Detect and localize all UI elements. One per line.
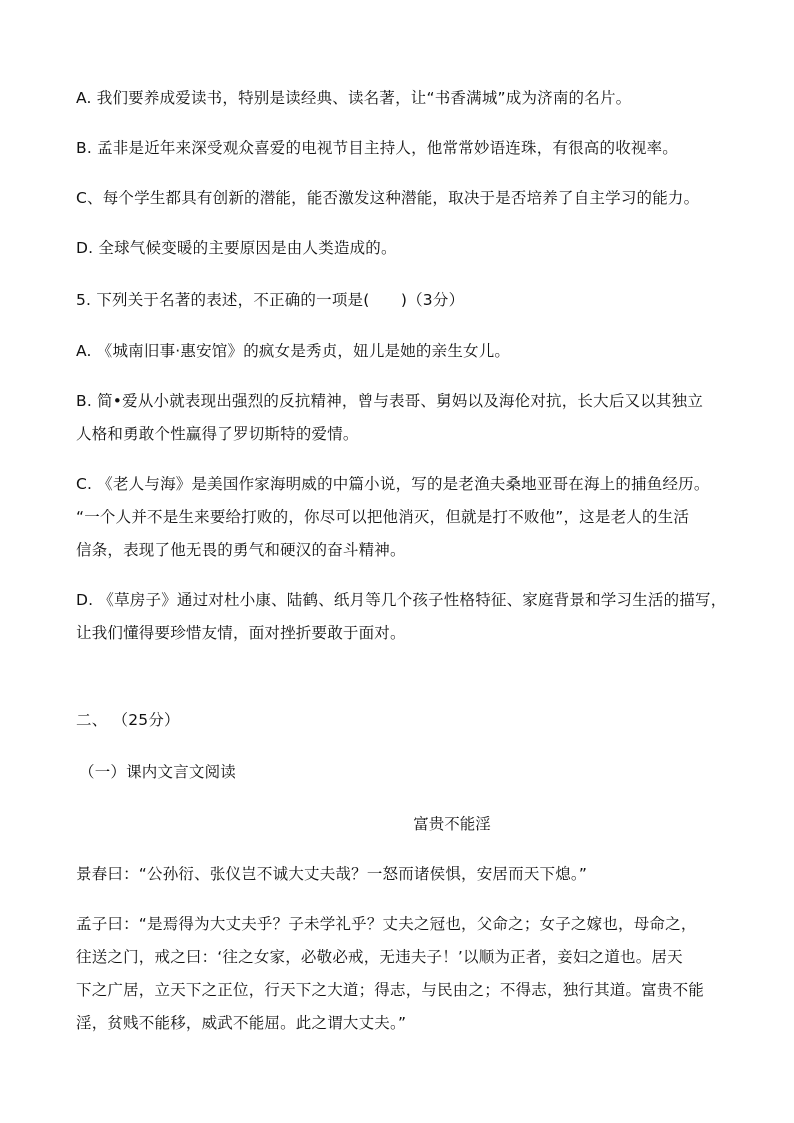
q5-option-c-line3: 信条，表现了他无畏的勇气和硬汉的奋斗精神。 bbox=[76, 541, 406, 559]
q5-option-c-line2: “一个人并不是生来要给打败的，你尽可以把他消灭，但就是打不败他”，这是老人的生活 bbox=[76, 508, 690, 526]
q5-option-a: A. 《城南旧事·惠安馆》的疯女是秀贞，妞儿是她的亲生女儿。 bbox=[76, 342, 511, 360]
q5-option-c-line1: C. 《老人与海》是美国作家海明威的中篇小说，写的是老渔夫桑地亚哥在海上的捕鱼经历。 bbox=[76, 475, 710, 493]
q4-option-b: B. 孟非是近年来深受观众喜爱的电视节目主持人，他常常妙语连珠，有很高的收视率。 bbox=[76, 139, 678, 157]
passage-title: 富贵不能淫 bbox=[413, 815, 491, 833]
q5-option-d-line1: D. 《草房子》通过对杜小康、陆鹤、纸月等几个孩子性格特征、家庭背景和学习生活的描写， bbox=[76, 591, 727, 609]
q5-stem: 5. 下列关于名著的表述，不正确的一项是( )（3分） bbox=[76, 291, 465, 309]
q4-option-c: C、每个学生都具有创新的潜能，能否激发这种潜能，取决于是否培养了自主学习的能力。 bbox=[76, 189, 700, 207]
q5-option-d-line2: 让我们懂得要珍惜友情，面对挫折要敢于面对。 bbox=[76, 624, 406, 642]
sub-heading: （一）课内文言文阅读 bbox=[79, 763, 237, 781]
passage-para1: 景春曰：“公孙衍、张仪岂不诚大丈夫哉？一怒而诸侯惧，安居而天下熄。” bbox=[76, 865, 588, 883]
q4-option-a: A. 我们要养成爱读书，特别是读经典、读名著，让“书香满城”成为济南的名片。 bbox=[76, 89, 632, 107]
q5-option-b-line1: B. 简•爱从小就表现出强烈的反抗精神，曾与表哥、舅妈以及海伦对抗，长大后又以其独立 bbox=[76, 392, 704, 410]
section-heading: 二、 （25分） bbox=[76, 711, 180, 729]
q5-option-b-line2: 人格和勇敢个性赢得了罗切斯特的爱情。 bbox=[76, 425, 359, 443]
passage-para2-line1: 孟子曰：“是焉得为大丈夫乎？子未学礼乎？丈夫之冠也，父命之；女子之嫁也，母命之， bbox=[76, 915, 697, 933]
passage-para2-line3: 下之广居，立天下之正位，行天下之大道；得志，与民由之；不得志，独行其道。富贵不能 bbox=[76, 981, 705, 999]
passage-para2-line2: 往送之门，戒之曰：‘往之女家，必敬必戒，无违夫子！’以顺为正者，妾妇之道也。居天 bbox=[76, 948, 683, 966]
passage-para2-line4: 淫，贫贱不能移，威武不能屈。此之谓大丈夫。” bbox=[76, 1014, 407, 1032]
q4-option-d: D. 全球气候变暖的主要原因是由人类造成的。 bbox=[76, 239, 397, 257]
